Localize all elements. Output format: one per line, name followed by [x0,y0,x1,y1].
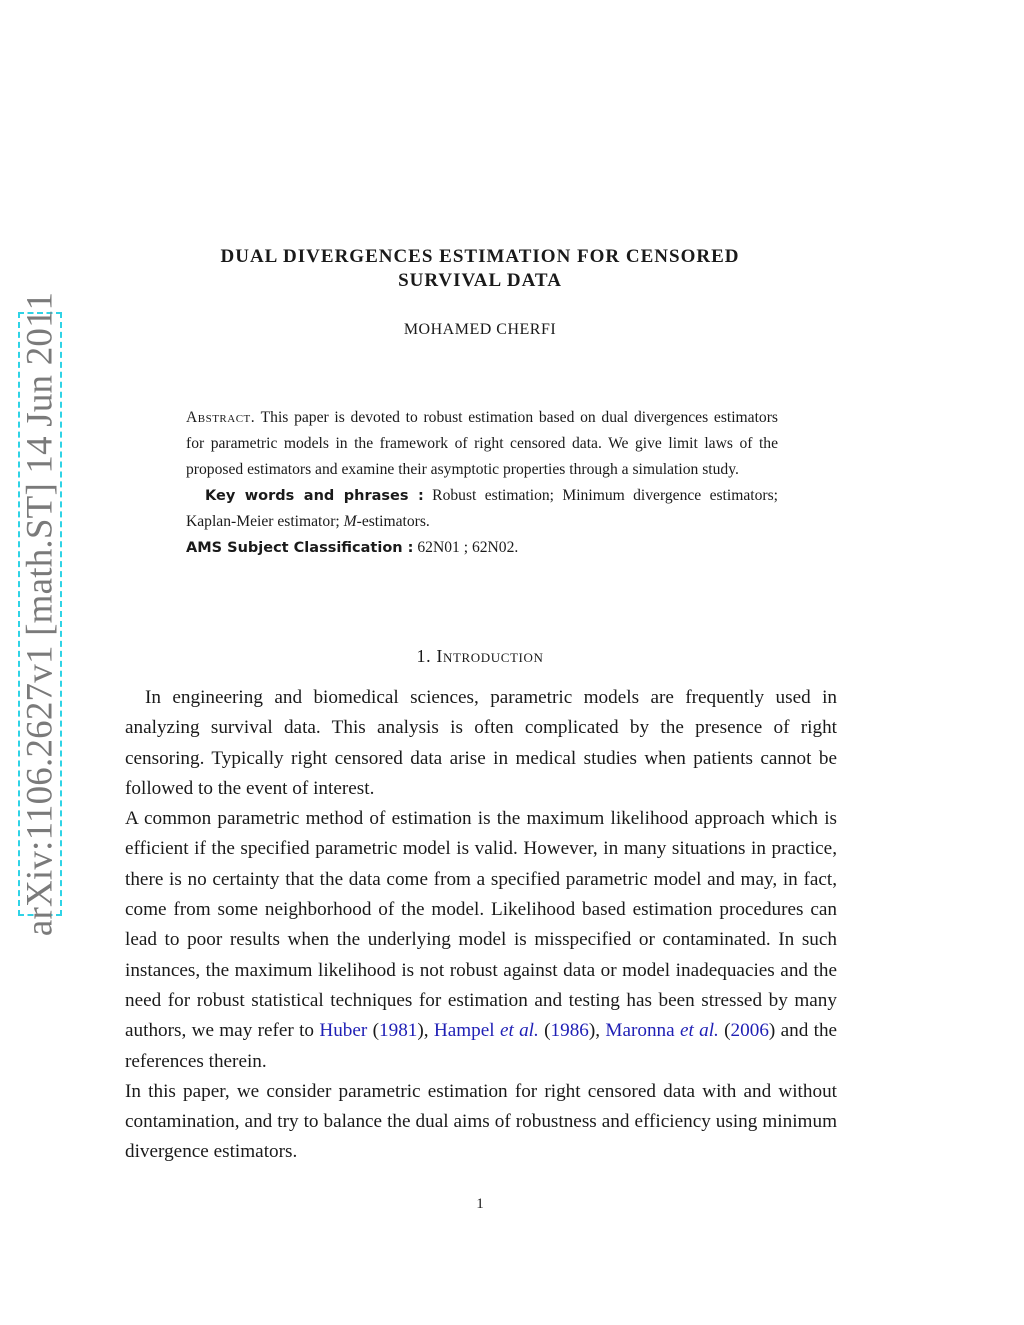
citation-hampel[interactable] [434,1020,539,1041]
citation-hampel-etal: et al. [499,1020,539,1042]
keywords-text-b: -estimators. [356,513,430,530]
introduction-body [125,683,837,1168]
citation-huber[interactable]: Huber [319,1020,368,1042]
ams-text: 62N01 ; 62N02. [417,539,519,556]
author-name: MOHAMED CHERFI [403,321,557,338]
keywords-m: M [343,513,357,530]
section-heading [150,646,810,667]
keywords [186,483,778,535]
paragraph-2: A common parametric method of estimation is the maximum likelihood approach which is efficient if the specified parametric model is valid. However, in many situations in practice, there is no certainty that the data come from a specified parametric model and may, in fact, come from some neighborhood of the model. Likelihood based estimation procedures can lead to poor results when the underlying model is misspecified or contaminated. In such instances, the maximum likelihood is not robust against data or model inadequacies and the need for robust statistical techniques for estimation and testing has been stressed by many authors, we may refer to Huber (1981), Hampel et al. (1986), Maronna et al. (2006) and the references therein. [125,808,838,1072]
paragraph-3: In this paper, we consider parametric estimation for right censored data with and without contamination, and try to balance the dual aims of robustness and efficiency using minimum divergence estimators. [125,1080,837,1163]
citation-maronna-etal: et al. [679,1020,719,1042]
citation-huber-year[interactable]: 1981 [379,1020,418,1042]
ams-classification [186,535,778,561]
ams-label: AMS Subject Classification : [186,540,414,556]
arxiv-identifier: arXiv:1106.2627v1 [math.ST] 14 Jun 2011 [19,291,61,937]
citation-maronna[interactable] [605,1020,718,1041]
title-line-2: SURVIVAL DATA [398,270,562,291]
citation-hampel-year[interactable]: 1986 [550,1020,589,1042]
abstract-label: Abstract. [186,409,256,426]
title-line-1: DUAL DIVERGENCES ESTIMATION FOR CENSORED [220,246,740,267]
page-number: 1 [476,1196,484,1212]
citation-hampel-name: Hampel [433,1020,495,1042]
arxiv-stamp [18,291,62,937]
paragraph-2-tail: and the references therein. [125,1020,838,1072]
section-number: 1. [416,646,432,666]
keywords-label: Key words and phrases : [205,488,424,504]
citation-maronna-name: Maronna [605,1020,675,1042]
abstract [186,405,778,561]
abstract-text: This paper is devoted to robust estimation based on dual divergences estimators for parametric models in the framework of right censored data. We give limit laws of the proposed estimators and examine their asymptotic properties through a simulation study. [186,409,778,478]
paper-title [150,245,810,293]
paragraph-1: In engineering and biomedical sciences, parametric models are frequently used in analyzing survival data. This analysis is often complicated by the presence of right censoring. Typically right censored data arise in medical studies when patients cannot be followed to the event of interest. [125,687,837,799]
citation-maronna-year[interactable]: 2006 [730,1020,769,1042]
paragraph-2-text: A common parametric method of estimation is the maximum likelihood approach which is efficient if the specified parametric model is valid. However, in many situations in practice, there is no certainty that the data come from a specified parametric model and may, in fact, come from some neighborhood of the model. Likelihood based estimation procedures can lead to poor results when the underlying model is misspecified or contaminated. In such instances, the maximum likelihood is not robust against data or model inadequacies and the need for robust statistical techniques for estimation and testing has been stressed by many authors, we may refer to [125,808,837,1042]
section-title: Introduction [436,646,544,666]
keywords-text-a: Robust estimation; Minimum divergence estimators; Kaplan-Meier estimator; [186,487,778,530]
abstract-paragraph [186,405,778,483]
